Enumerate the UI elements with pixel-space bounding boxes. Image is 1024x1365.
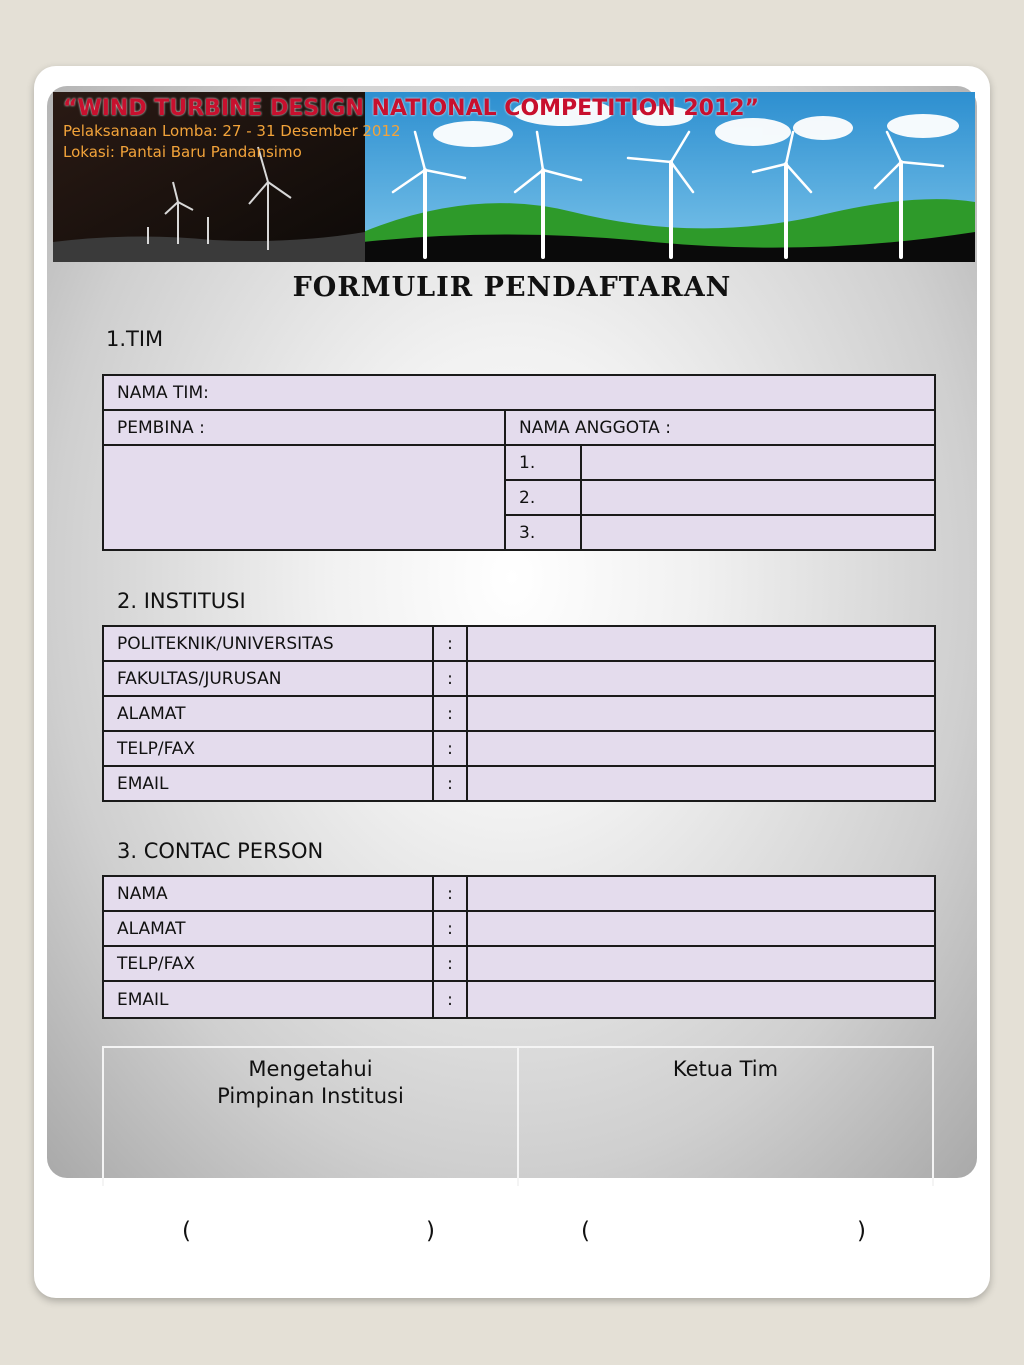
university-field[interactable]	[467, 626, 935, 661]
left-name-open-paren: (	[182, 1218, 191, 1244]
table-row	[103, 911, 935, 946]
table-row	[103, 766, 935, 801]
field-separator: :	[433, 876, 467, 911]
section-institution-heading: 2. INSTITUSI	[117, 589, 246, 613]
table-row	[103, 876, 935, 911]
signature-role: Pimpinan Institusi	[217, 1084, 404, 1108]
field-separator: :	[433, 626, 467, 661]
signature-caption: Mengetahui	[248, 1057, 373, 1081]
member-2-field[interactable]	[581, 480, 935, 515]
field-label: ALAMAT	[103, 696, 433, 731]
member-number: 2.	[505, 480, 581, 515]
member-1-field[interactable]	[581, 445, 935, 480]
field-separator: :	[433, 766, 467, 801]
pembina-field-space[interactable]	[103, 445, 505, 480]
section-contact-heading: 3. CONTAC PERSON	[117, 839, 324, 863]
competition-banner	[53, 92, 975, 262]
table-row	[103, 981, 935, 1018]
institution-signature-box[interactable]	[102, 1046, 519, 1186]
field-separator: :	[433, 731, 467, 766]
contact-email-field[interactable]	[467, 981, 935, 1018]
table-row	[103, 661, 935, 696]
right-name-open-paren: (	[581, 1218, 590, 1244]
team-name-field[interactable]: NAMA TIM:	[103, 375, 935, 410]
field-label: ALAMAT	[103, 911, 433, 946]
member-number: 3.	[505, 515, 581, 550]
banner-event-dates: Pelaksanaan Lomba: 27 - 31 Desember 2012	[63, 122, 401, 140]
field-label: EMAIL	[103, 981, 433, 1018]
field-separator: :	[433, 696, 467, 731]
faculty-field[interactable]	[467, 661, 935, 696]
field-separator: :	[433, 911, 467, 946]
signature-block	[102, 1046, 934, 1186]
pembina-field-space[interactable]	[103, 515, 505, 550]
institution-address-field[interactable]	[467, 696, 935, 731]
table-row	[103, 515, 935, 550]
team-table	[102, 374, 936, 551]
contact-address-field[interactable]	[467, 911, 935, 946]
signature-role: Ketua Tim	[672, 1057, 779, 1081]
field-separator: :	[433, 661, 467, 696]
field-label: POLITEKNIK/UNIVERSITAS	[103, 626, 433, 661]
team-leader-signature-box[interactable]	[519, 1046, 934, 1186]
member-3-field[interactable]	[581, 515, 935, 550]
field-separator: :	[433, 946, 467, 981]
field-separator: :	[433, 981, 467, 1018]
contact-name-field[interactable]	[467, 876, 935, 911]
table-row	[103, 731, 935, 766]
right-name-close-paren: )	[857, 1218, 866, 1244]
institution-table	[102, 625, 936, 802]
institution-email-field[interactable]	[467, 766, 935, 801]
table-row	[103, 375, 935, 410]
contact-phone-field[interactable]	[467, 946, 935, 981]
pembina-field[interactable]: PEMBINA :	[103, 410, 505, 445]
field-label: FAKULTAS/JURUSAN	[103, 661, 433, 696]
banner-location: Lokasi: Pantai Baru Pandansimo	[63, 143, 302, 161]
form-title: FORMULIR PENDAFTARAN	[292, 272, 732, 303]
field-label: TELP/FAX	[103, 946, 433, 981]
table-row	[103, 696, 935, 731]
table-row	[103, 410, 935, 445]
field-label: EMAIL	[103, 766, 433, 801]
pembina-field-space[interactable]	[103, 480, 505, 515]
table-row	[103, 626, 935, 661]
table-row	[103, 480, 935, 515]
left-name-close-paren: )	[426, 1218, 435, 1244]
members-label: NAMA ANGGOTA :	[505, 410, 935, 445]
table-row	[103, 946, 935, 981]
member-number: 1.	[505, 445, 581, 480]
banner-title: “WIND TURBINE DESIGN NATIONAL COMPETITION 2012”	[63, 96, 760, 121]
contact-table	[102, 875, 936, 1019]
table-row	[103, 445, 935, 480]
section-team-heading: 1.TIM	[106, 327, 164, 351]
institution-phone-field[interactable]	[467, 731, 935, 766]
field-label: NAMA	[103, 876, 433, 911]
field-label: TELP/FAX	[103, 731, 433, 766]
